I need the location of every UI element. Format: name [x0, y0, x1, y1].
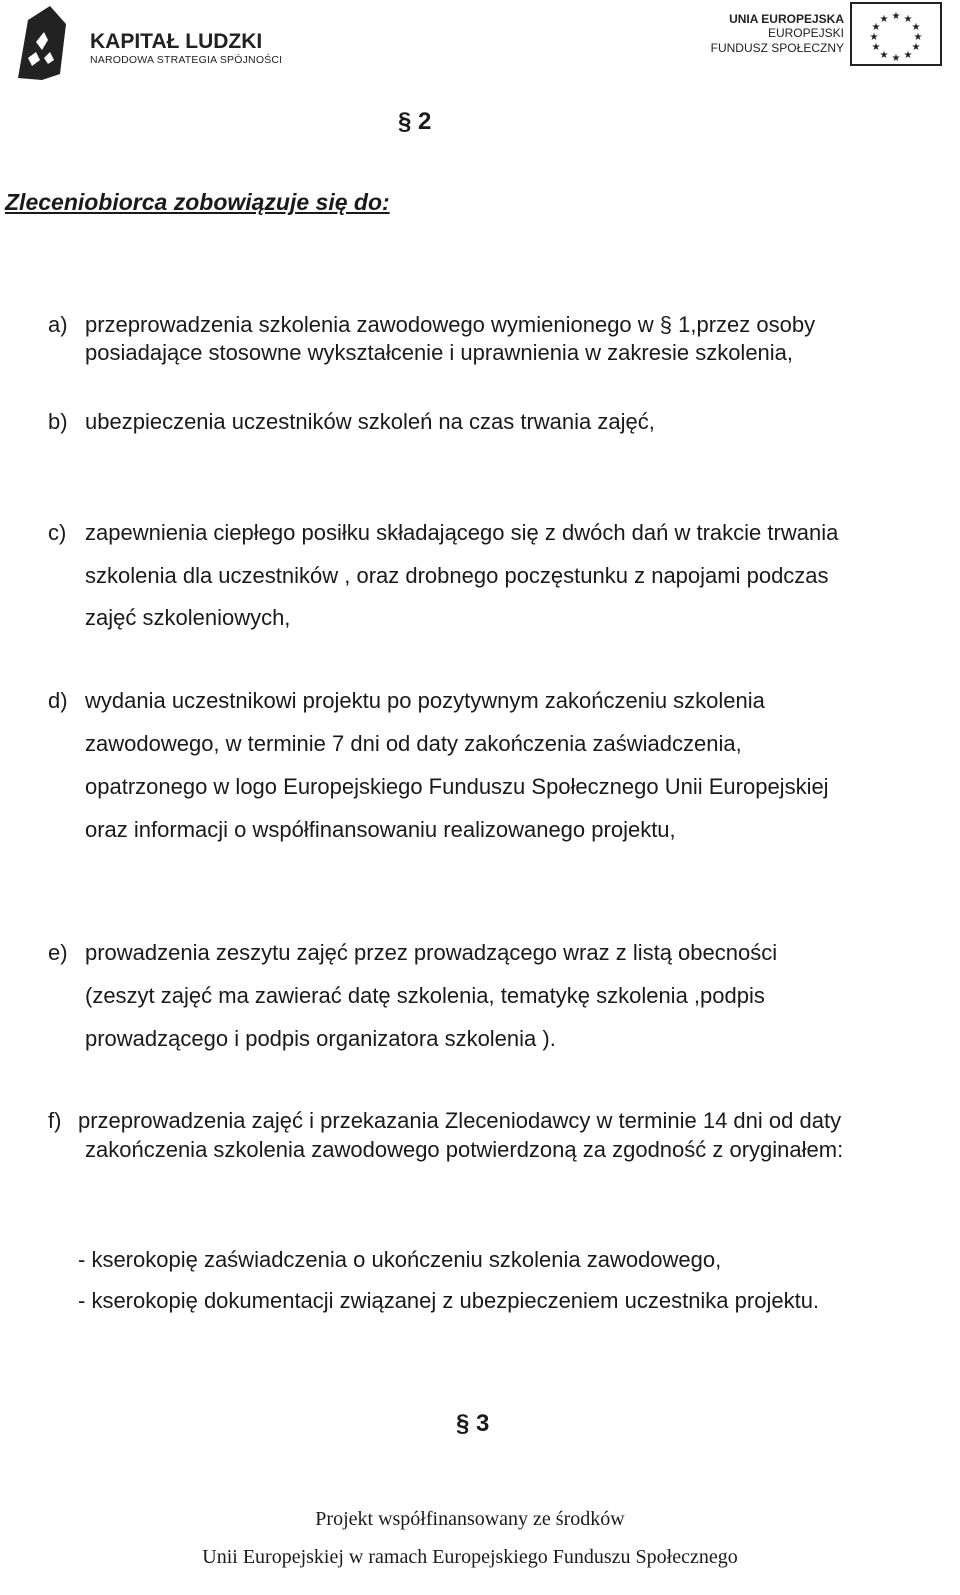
svg-text:★: ★	[871, 22, 881, 33]
svg-text:★: ★	[911, 42, 921, 53]
svg-text:★: ★	[903, 50, 913, 61]
kapital-ludzki-logo	[14, 2, 284, 82]
eu-logo-text	[711, 12, 844, 55]
item-d-line-2: zawodowego, w terminie 7 dni od daty zakończenia zaświadczenia,	[85, 731, 742, 756]
item-d-line-3: opatrzonego w logo Europejskiego Funduszu Społecznego Unii Europejskiej	[85, 774, 829, 799]
item-d-line-1: wydania uczestnikowi projektu po pozytywnym zakończeniu szkolenia	[85, 688, 765, 713]
eu-logo-line3: FUNDUSZ SPOŁECZNY	[710, 40, 844, 55]
item-c-marker: c)	[48, 520, 67, 545]
obligations-heading: Zleceniobiorca zobowiązuje się do:	[5, 189, 390, 215]
item-e-marker: e)	[48, 940, 68, 965]
item-a-line-2: posiadające stosowne wykształcenie i uprawnienia w zakresie szkolenia,	[85, 340, 794, 365]
item-c-line-1: zapewnienia ciepłego posiłku składającego się z dwóch dań w trakcie trwania	[85, 520, 839, 545]
svg-text:★: ★	[903, 14, 913, 25]
item-b-marker: b)	[48, 409, 68, 434]
item-f-marker: f)	[48, 1108, 62, 1133]
section-3-title: § 3	[456, 1410, 490, 1437]
svg-text:★: ★	[879, 14, 889, 25]
item-d-marker: d)	[48, 688, 68, 713]
item-c-line-2: szkolenia dla uczestników , oraz drobnego poczęstunku z napojami podczas	[85, 563, 829, 588]
svg-text:★: ★	[879, 50, 889, 61]
item-f-line-1: przeprowadzenia zajęć i przekazania Zleceniodawcy w terminie 14 dni od daty	[78, 1108, 842, 1133]
section-2-title: § 2	[398, 108, 432, 135]
svg-text:★: ★	[911, 22, 921, 33]
eu-efs-logo	[700, 2, 946, 68]
item-a-line-1: przeprowadzenia szkolenia zawodowego wymienionego w § 1,przez osoby	[85, 312, 816, 337]
svg-text:★: ★	[869, 32, 879, 43]
item-b-line-1: ubezpieczenia uczestników szkoleń na czas trwania zajęć,	[85, 409, 655, 434]
dash-item-2: - kserokopię dokumentacji związanej z ubezpieczeniem uczestnika projektu.	[78, 1288, 820, 1313]
item-a-marker: a)	[48, 312, 68, 337]
item-c-line-3: zajęć szkoleniowych,	[85, 605, 291, 630]
svg-text:★: ★	[891, 11, 901, 22]
eu-logo-line1: UNIA EUROPEJSKA	[729, 12, 844, 26]
item-e-line-1: prowadzenia zeszytu zajęć przez prowadzącego wraz z listą obecności	[85, 940, 778, 965]
kapital-ludzki-emblem-icon	[14, 2, 72, 82]
svg-text:★: ★	[871, 42, 881, 53]
svg-text:★: ★	[913, 32, 923, 43]
kapital-ludzki-title: KAPITAŁ LUDZKI	[90, 30, 263, 53]
kapital-ludzki-subtitle: NARODOWA STRATEGIA SPÓJNOŚCI	[90, 54, 283, 66]
eu-logo-line2: EUROPEJSKI	[767, 26, 844, 41]
eu-stars-flag-icon	[850, 2, 942, 66]
item-d-line-4: oraz informacji o współfinansowaniu realizowanego projektu,	[85, 817, 676, 842]
footer-line-2: Unii Europejskiej w ramach Europejskiego Funduszu Społecznego	[202, 1546, 738, 1568]
dash-item-1: - kserokopię zaświadczenia o ukończeniu szkolenia zawodowego,	[78, 1247, 722, 1272]
item-e-line-2: (zeszyt zajęć ma zawierać datę szkolenia, tematykę szkolenia ,podpis	[85, 983, 765, 1008]
svg-text:★: ★	[891, 53, 901, 64]
item-f-line-2: zakończenia szkolenia zawodowego potwierdzoną za zgodność z oryginałem:	[85, 1137, 844, 1162]
item-e-line-3: prowadzącego i podpis organizatora szkolenia ).	[85, 1026, 556, 1051]
footer-line-1: Projekt współfinansowany ze środków	[315, 1508, 625, 1530]
